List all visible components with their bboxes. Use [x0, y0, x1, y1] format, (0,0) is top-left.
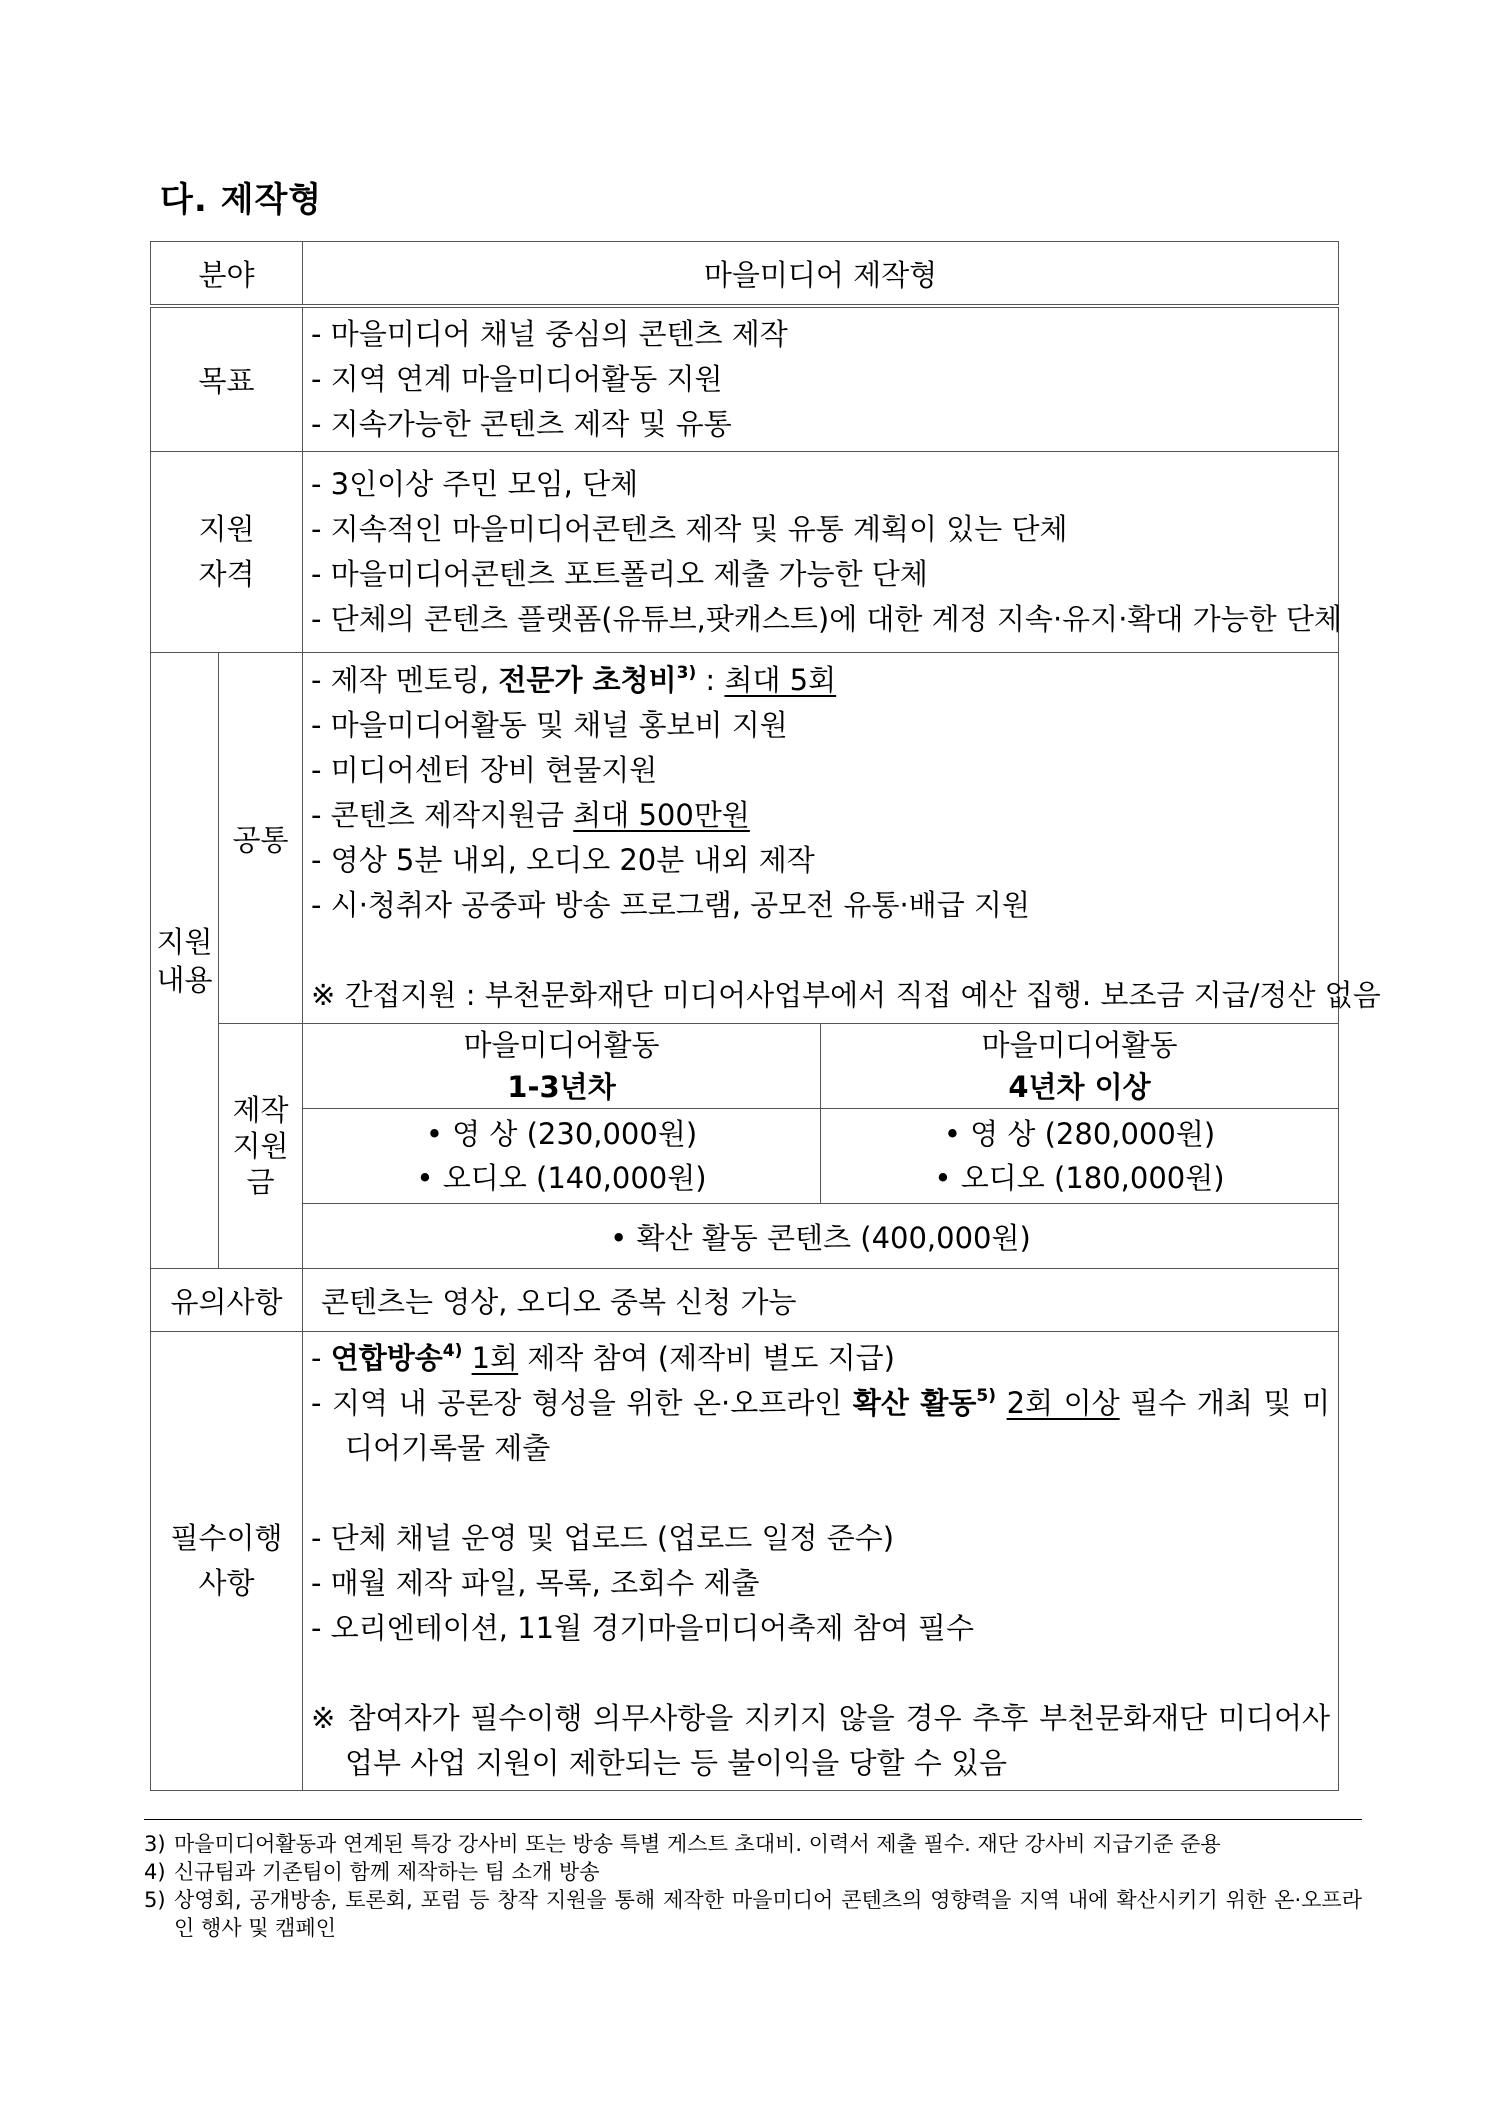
goal-item: - 지역 연계 마을미디어활동 지원	[311, 362, 723, 396]
footnote: 5) 상영회, 공개방송, 토론회, 포럼 등 창작 지원을 통해 제작한 마을미디어 콘텐츠의 영향력을 지역 내에 확산시키기 위한 온·오프라인 행사 및 캠페인	[144, 1888, 1362, 1940]
qualification-item: - 지속적인 마을미디어콘텐츠 제작 및 유통 계획이 있는 단체	[311, 512, 1068, 546]
common-item: - 제작 멘토링, 전문가 초청비$^{3)}$ : 최대 5회	[311, 663, 837, 697]
fund-col2-title: 마을미디어활동	[981, 1028, 1178, 1062]
required-content	[303, 1332, 1339, 1791]
fund-expansion: • 확산 활동 콘텐츠 (400,000원)	[303, 1204, 1339, 1269]
common-item: - 미디어센터 장비 현물지원	[311, 753, 658, 787]
qualification-label-line: 지원	[198, 512, 255, 546]
common-item: - 마을미디어활동 및 채널 홍보비 지원	[311, 708, 788, 742]
type-header: 마을미디어 제작형	[303, 242, 1339, 307]
goal-content	[303, 306, 1339, 452]
fund-value: • 영 상 (230,000원)	[425, 1117, 698, 1151]
fund-header-row	[151, 1024, 1339, 1109]
required-item: - 지역 내 공론장 형성을 위한 온·오프라인 확산 활동$^{5)}$ 2회 이상 필수 개최 및 미디어기록물 제출	[311, 1386, 1331, 1465]
goal-label: 목표	[151, 306, 303, 452]
fund-label-line: 지원	[232, 1129, 289, 1163]
fund-label-line: 제작	[232, 1093, 289, 1127]
field-header: 분야	[151, 242, 303, 307]
fund-col1-header	[303, 1024, 821, 1109]
caution-row	[151, 1269, 1339, 1332]
goal-item: - 마을미디어 채널 중심의 콘텐츠 제작	[311, 317, 788, 351]
fund-expansion-row	[151, 1204, 1339, 1269]
common-note: ※ 간접지원 : 부천문화재단 미디어사업부에서 직접 예산 집행. 보조금 지급/정산 없음	[311, 978, 1381, 1012]
required-note: ※ 참여자가 필수이행 의무사항을 지키지 않을 경우 추후 부천문화재단 미디어사업부 사업 지원이 제한되는 등 불이익을 당할 수 있음	[311, 1701, 1330, 1780]
fund-label	[219, 1024, 303, 1269]
caution-text: 콘텐츠는 영상, 오디오 중복 신청 가능	[303, 1269, 1339, 1332]
qualification-item: - 단체의 콘텐츠 플랫폼(유튜브,팟캐스트)에 대한 계정 지속·유지·확대 가능한 단체	[311, 602, 1342, 636]
fund-col2-values	[821, 1109, 1339, 1204]
fund-label-line: 금	[246, 1165, 275, 1199]
support-common-row	[151, 653, 1339, 1024]
fund-value: • 오디오 (180,000원)	[934, 1161, 1225, 1195]
fund-col2-sub: 4년차 이상	[1008, 1070, 1151, 1104]
fund-col1-sub: 1-3년차	[507, 1070, 616, 1104]
qualification-label-line: 자격	[198, 557, 255, 591]
required-label-line: 사항	[198, 1566, 255, 1600]
qualification-item: - 마을미디어콘텐츠 포트폴리오 제출 가능한 단체	[311, 557, 928, 591]
common-item: - 영상 5분 내외, 오디오 20분 내외 제작	[311, 843, 815, 877]
fund-col2-header	[821, 1024, 1339, 1109]
support-label	[151, 653, 219, 1269]
qualification-label	[151, 452, 303, 653]
footnotes	[144, 1819, 1362, 1942]
footnote: 3) 마을미디어활동과 연계된 특강 강사비 또는 방송 특별 게스트 초대비. 이력서 제출 필수. 재단 강사비 지급기준 준용	[144, 1832, 1221, 1856]
required-label	[151, 1332, 303, 1791]
required-item: - 매월 제작 파일, 목록, 조회수 제출	[311, 1566, 760, 1600]
qualification-content	[303, 452, 1342, 653]
support-label-line: 내용	[156, 962, 213, 997]
common-content	[303, 653, 1381, 1024]
fund-values-row	[151, 1109, 1339, 1204]
required-item: - 오리엔테이션, 11월 경기마을미디어축제 참여 필수	[311, 1611, 974, 1645]
common-item: - 시·청취자 공중파 방송 프로그램, 공모전 유통·배급 지원	[311, 888, 1030, 922]
production-type-table	[150, 241, 1381, 1791]
common-label: 공통	[219, 653, 303, 1024]
fund-col1-values	[303, 1109, 821, 1204]
table-header-row	[151, 242, 1339, 307]
required-item: - 연합방송$^{4)}$ 1회 제작 참여 (제작비 별도 지급)	[311, 1341, 895, 1375]
common-item: - 콘텐츠 제작지원금 최대 500만원	[311, 798, 750, 832]
fund-value: • 오디오 (140,000원)	[416, 1161, 707, 1195]
goal-item: - 지속가능한 콘텐츠 제작 및 유통	[311, 407, 732, 441]
required-row	[151, 1332, 1339, 1791]
support-label-line: 지원	[156, 924, 213, 959]
footnote: 4) 신규팀과 기존팀이 함께 제작하는 팀 소개 방송	[144, 1860, 600, 1884]
qualification-item: - 3인이상 주민 모임, 단체	[311, 467, 639, 501]
fund-col1-title: 마을미디어활동	[463, 1028, 660, 1062]
required-item: - 단체 채널 운영 및 업로드 (업로드 일정 준수)	[311, 1521, 895, 1555]
qualification-row	[151, 452, 1339, 653]
required-label-line: 필수이행	[170, 1521, 283, 1555]
fund-value: • 영 상 (280,000원)	[943, 1117, 1216, 1151]
section-heading: 다. 제작형	[160, 180, 323, 220]
caution-label: 유의사항	[151, 1269, 303, 1332]
goal-row	[151, 306, 1339, 452]
